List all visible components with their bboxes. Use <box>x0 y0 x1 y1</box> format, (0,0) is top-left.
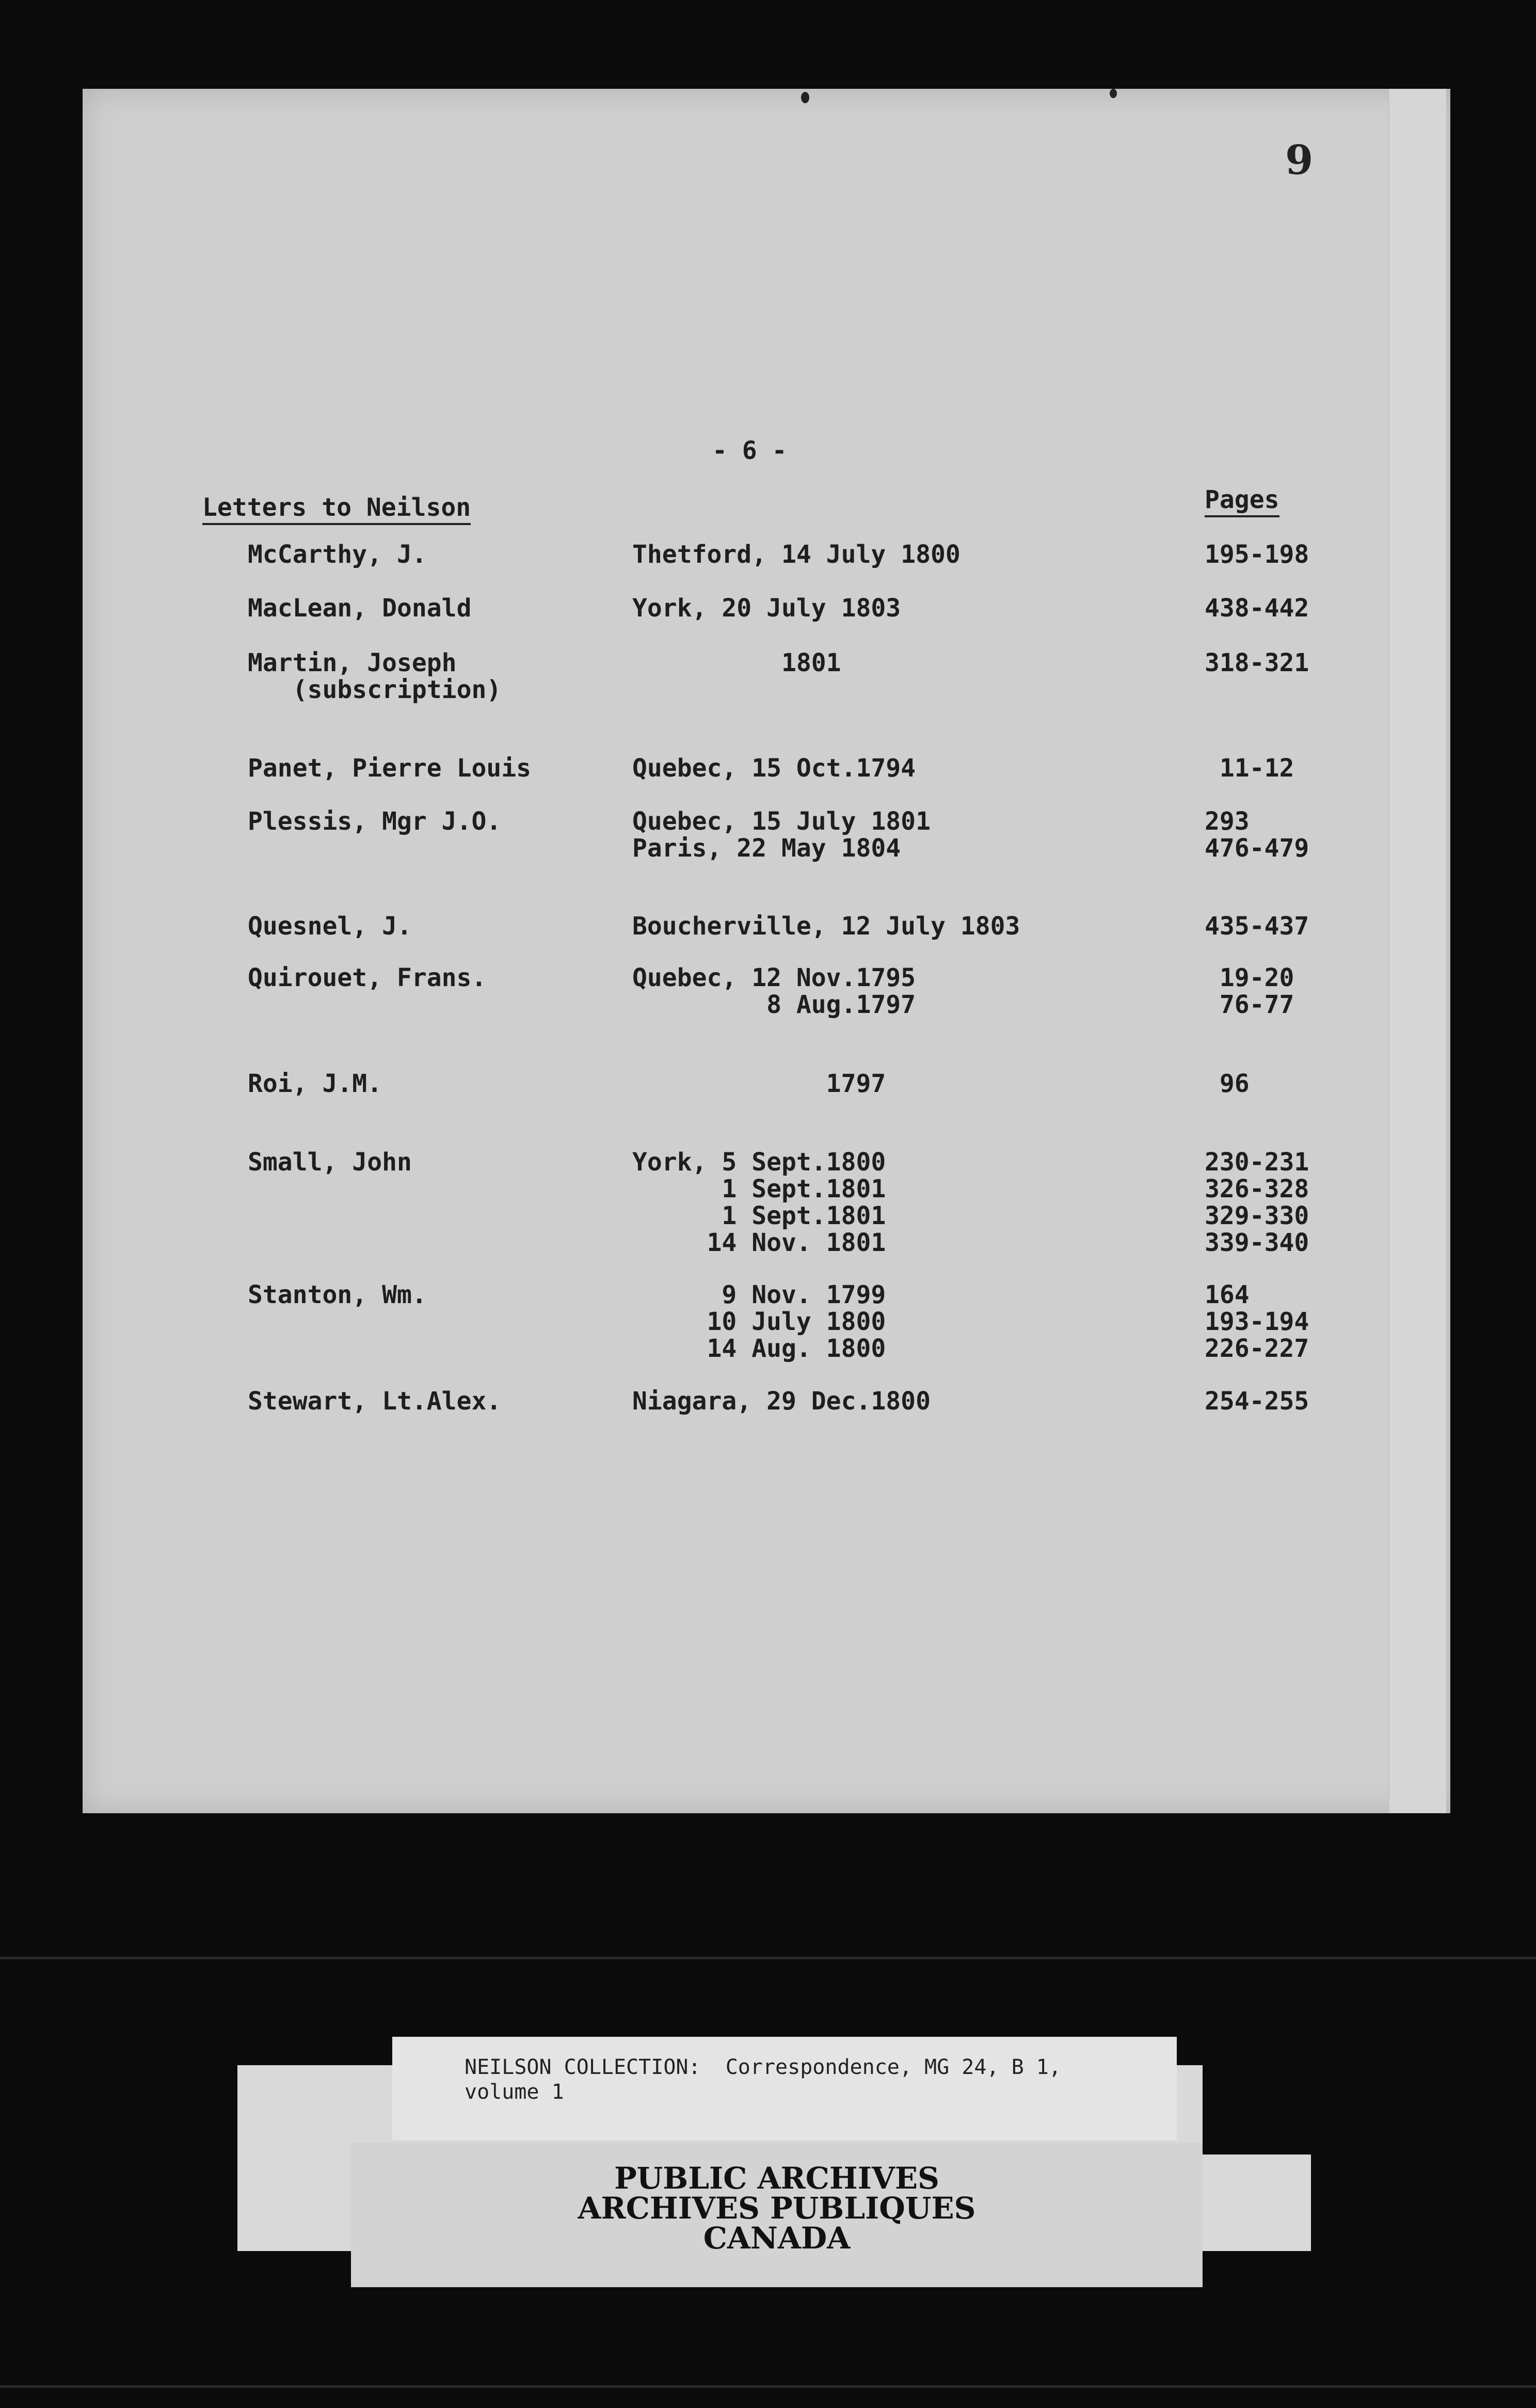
page-range: 329-330 <box>1205 1201 1309 1230</box>
page-range: 318-321 <box>1205 648 1309 677</box>
page-range-column <box>1205 1281 1309 1362</box>
page-range-column <box>1205 755 1294 782</box>
page-range: 293 <box>1205 807 1250 836</box>
correspondent-name: Stewart, Lt.Alex. <box>248 1387 502 1416</box>
correspondent-name-column <box>248 595 471 622</box>
page-edge <box>1388 89 1446 1813</box>
page-range: 96 <box>1205 1069 1250 1098</box>
correspondent-name: Quirouet, Frans. <box>248 963 487 992</box>
correspondent-name-column <box>248 1281 427 1308</box>
letter-date: 1 Sept.1801 <box>632 1201 886 1230</box>
page-range: 339-340 <box>1205 1228 1309 1257</box>
letter-date: York, 20 July 1803 <box>632 594 901 623</box>
letter-date-column <box>632 755 916 782</box>
correspondent-name-column <box>248 1388 501 1415</box>
letter-date-column <box>632 1070 886 1097</box>
letter-date-column <box>632 964 916 1018</box>
letter-date-column <box>632 913 1020 940</box>
letter-date: 10 July 1800 <box>632 1307 886 1336</box>
collection-label-text <box>465 2055 1061 2104</box>
correspondent-name: Stanton, Wm. <box>248 1280 427 1309</box>
correspondent-name: Plessis, Mgr J.O. <box>248 807 502 836</box>
page-range-column <box>1205 1070 1250 1097</box>
correspondent-name: Small, John <box>248 1148 412 1177</box>
page-range-column <box>1205 595 1309 622</box>
correspondent-name-column <box>248 964 486 991</box>
film-edge-line <box>0 2385 1536 2388</box>
page-range: 76-77 <box>1205 990 1294 1019</box>
page-range: 435-437 <box>1205 912 1309 941</box>
correspondent-name: McCarthy, J. <box>248 540 427 569</box>
letter-date-column <box>632 1281 886 1362</box>
page-range: 19-20 <box>1205 963 1294 992</box>
letter-date: Quebec, 12 Nov.1795 <box>632 963 916 992</box>
correspondent-name: Roi, J.M. <box>248 1069 382 1098</box>
punch-mark <box>801 92 809 103</box>
correspondent-name: Quesnel, J. <box>248 912 412 941</box>
letter-date-column <box>632 1149 886 1256</box>
letter-date: Quebec, 15 July 1801 <box>632 807 931 836</box>
correspondent-name-column <box>248 541 427 568</box>
letter-date: Paris, 22 May 1804 <box>632 834 901 863</box>
page-range: 438-442 <box>1205 594 1309 623</box>
page-range: 476-479 <box>1205 834 1309 863</box>
film-edge-line <box>0 1957 1536 1959</box>
letter-date-column <box>632 595 901 622</box>
correspondent-name: Martin, Joseph <box>248 648 457 677</box>
document-page <box>83 89 1450 1813</box>
page-range: 230-231 <box>1205 1148 1309 1177</box>
correspondent-name-column <box>248 755 531 782</box>
page-number: 9 <box>1285 137 1314 184</box>
page-range-column <box>1205 649 1309 676</box>
letter-date: 14 Nov. 1801 <box>632 1228 886 1257</box>
letter-date: Thetford, 14 July 1800 <box>632 540 961 569</box>
letter-date-column <box>632 649 841 676</box>
page-range-column <box>1205 541 1309 568</box>
stamp-line1: PUBLIC ARCHIVES <box>614 2161 939 2196</box>
letter-date-column <box>632 541 961 568</box>
letter-date: Niagara, 29 Dec.1800 <box>632 1387 931 1416</box>
section-heading: Letters to Neilson <box>202 493 471 525</box>
page-range: 193-194 <box>1205 1307 1309 1336</box>
letter-date: 1801 <box>632 648 841 677</box>
letter-date: 14 Aug. 1800 <box>632 1334 886 1363</box>
letter-date: 8 Aug.1797 <box>632 990 916 1019</box>
letter-date: Quebec, 15 Oct.1794 <box>632 754 916 783</box>
archives-stamp <box>351 2143 1203 2287</box>
page-range-column <box>1205 964 1294 1018</box>
correspondent-name-column <box>248 808 501 835</box>
punch-mark <box>1110 89 1117 98</box>
correspondent-name-column <box>248 1070 382 1097</box>
correspondent-name-column <box>248 913 412 940</box>
letter-date: Boucherville, 12 July 1803 <box>632 912 1020 941</box>
pages-column-header: Pages <box>1205 485 1279 517</box>
page-range: 254-255 <box>1205 1387 1309 1416</box>
correspondent-name-column <box>248 649 501 703</box>
page-range: 195-198 <box>1205 540 1309 569</box>
letter-date: 1 Sept.1801 <box>632 1175 886 1203</box>
letter-date-column <box>632 808 931 862</box>
letter-date-column <box>632 1388 931 1415</box>
letter-date: 1797 <box>632 1069 886 1098</box>
letter-date: 9 Nov. 1799 <box>632 1280 886 1309</box>
correspondent-name: (subscription) <box>248 675 502 704</box>
page-range: 226-227 <box>1205 1334 1309 1363</box>
label-notch <box>1203 2064 1311 2154</box>
page-range: 164 <box>1205 1280 1250 1309</box>
correspondent-name: MacLean, Donald <box>248 594 472 623</box>
stamp-line2: ARCHIVES PUBLIQUES <box>578 2191 976 2226</box>
letter-date: York, 5 Sept.1800 <box>632 1148 886 1177</box>
correspondent-name-column <box>248 1149 412 1176</box>
page-range-column <box>1205 808 1309 862</box>
collection-label-line1: NEILSON COLLECTION: Correspondence, MG 24, B 1, <box>465 2055 1061 2079</box>
sheet-number: - 6 - <box>712 436 787 465</box>
correspondent-name: Panet, Pierre Louis <box>248 754 532 783</box>
page-range-column <box>1205 1388 1309 1415</box>
page-range-column <box>1205 1149 1309 1256</box>
stamp-line3: CANADA <box>703 2221 851 2256</box>
page-range: 11-12 <box>1205 754 1294 783</box>
page-range: 326-328 <box>1205 1175 1309 1203</box>
page-range-column <box>1205 913 1309 940</box>
collection-label-line2: volume 1 <box>465 2080 564 2104</box>
